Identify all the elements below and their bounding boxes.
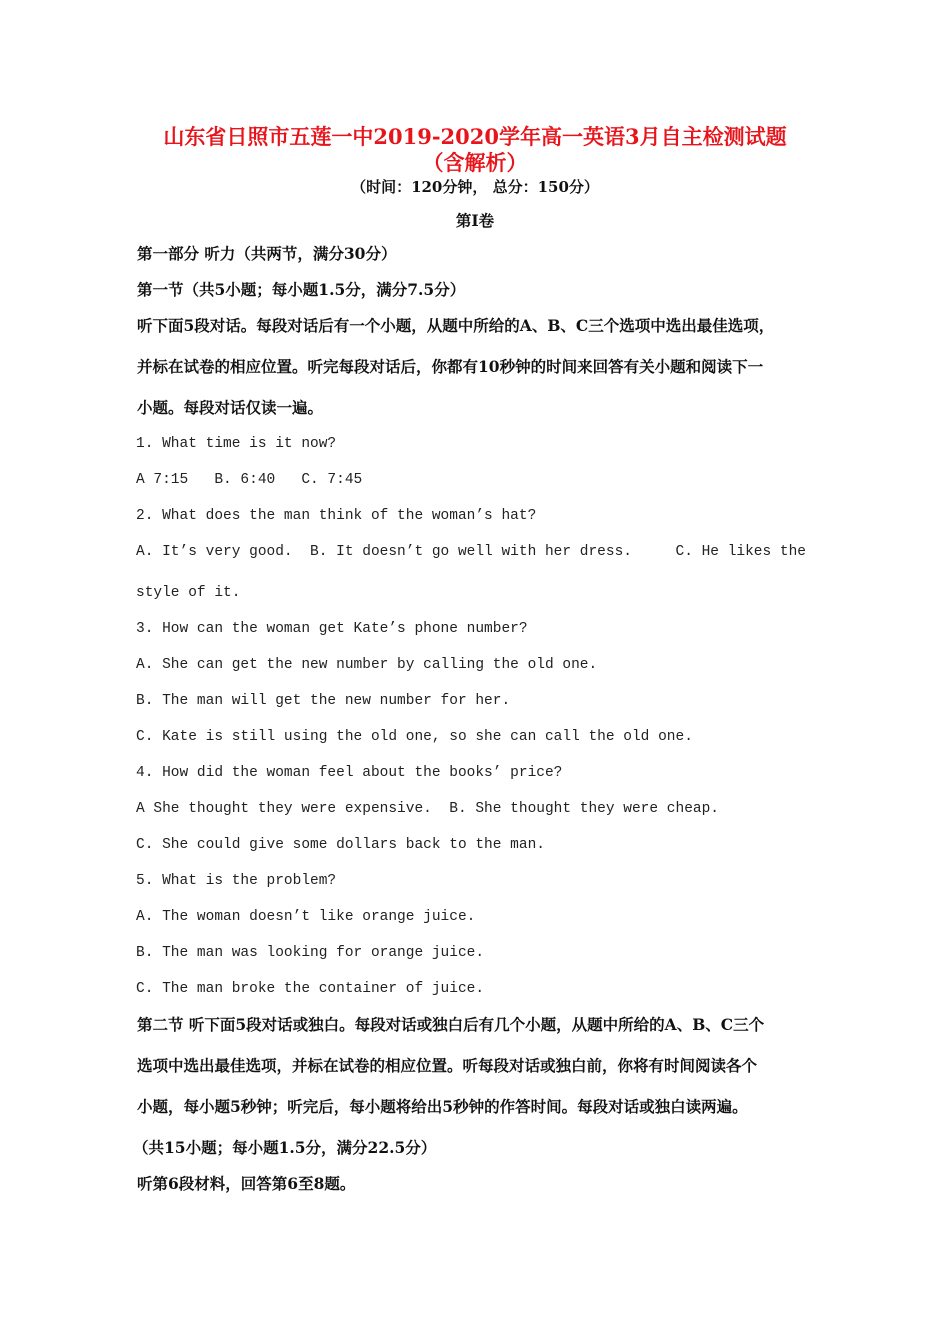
question-4-option-c: C. She could give some dollars back to the man. [136,837,545,853]
question-4: 4. How did the woman feel about the books’ price? [136,765,563,781]
exam-info: （时间：120分钟， 总分：150分） [351,178,599,196]
question-3-option-a: A. She can get the new number by calling the old one. [136,657,598,673]
section1-heading: 第一节（共5小题；每小题1.5分，满分7.5分） [137,280,466,299]
question-2-options: A. It’s very good. B. It doesn’t go well with her dress. C. He likes the [136,544,807,560]
section2-instruction-line: 第二节 听下面5段对话或独白。每段对话或独白后有几个小题，从题中所给的A、B、C三个 [137,1015,765,1034]
section2-scoring: （共15小题；每小题1.5分，满分22.5分） [133,1138,437,1157]
section1-instruction-line: 并标在试卷的相应位置。听完每段对话后，你都有10秒钟的时间来回答有关小题和阅读下一 [137,357,764,376]
section2-instruction-line: 小题，每小题5秒钟；听完后，每小题将给出5秒钟的作答时间。每段对话或独白读两遍。 [137,1097,748,1116]
question-5-option-b: B. The man was looking for orange juice. [136,945,485,961]
question-3-option-c: C. Kate is still using the old one, so she can call the old one. [136,729,693,745]
exam-title: 山东省日照市五莲一中2019-2020学年高一英语3月自主检测试题 [163,124,787,149]
exam-title-note: （含解析） [422,150,528,175]
question-2: 2. What does the man think of the woman’s hat? [136,508,537,524]
question-1: 1. What time is it now? [136,436,337,452]
section2-instruction-line: 选项中选出最佳选项，并标在试卷的相应位置。听每段对话或独白前，你将有时间阅读各个 [137,1056,758,1075]
section2-material: 听第6段材料，回答第6至8题。 [137,1174,356,1193]
question-5-option-a: A. The woman doesn’t like orange juice. [136,909,476,925]
question-1-options: A 7:15 B. 6:40 C. 7:45 [136,472,363,488]
section1-instruction-line: 听下面5段对话。每段对话后有一个小题，从题中所给的A、B、C三个选项中选出最佳选项， [137,316,775,335]
section1-instruction-line: 小题。每段对话仅读一遍。 [137,398,324,417]
question-3: 3. How can the woman get Kate’s phone number? [136,621,528,637]
question-3-option-b: B. The man will get the new number for her. [136,693,511,709]
question-4-options: A She thought they were expensive. B. She thought they were cheap. [136,801,719,817]
volume-heading: 第Ⅰ卷 [455,211,495,230]
question-2-options-cont: style of it. [136,585,241,601]
question-5: 5. What is the problem? [136,873,337,889]
part1-heading: 第一部分 听力（共两节，满分30分） [137,244,397,263]
question-5-option-c: C. The man broke the container of juice. [136,981,485,997]
